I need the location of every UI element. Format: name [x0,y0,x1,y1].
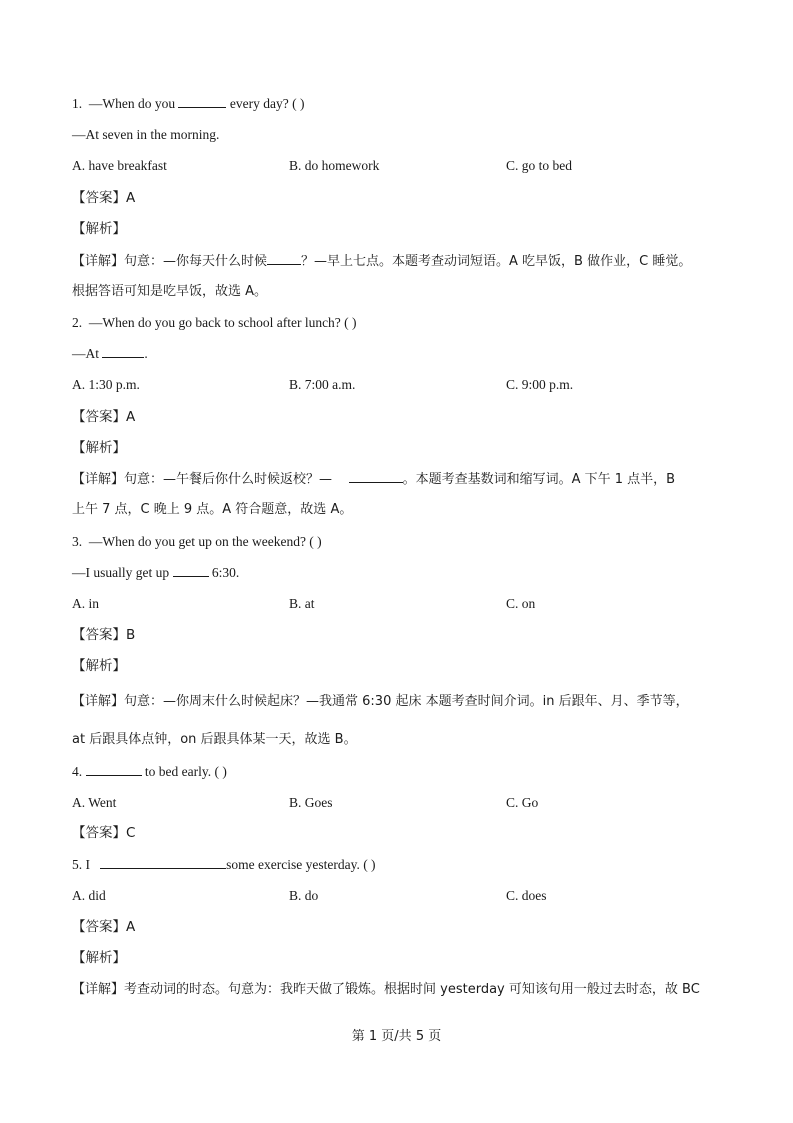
answer-line: 【答案】A [72,409,136,425]
detail-line: 【详解】句意：—你每天什么时候 ？—早上七点。本题考查动词短语。A 吃早饭，B 做作业，C 睡觉。 [72,254,692,269]
option-c: C. 9:00 p.m. [506,377,574,392]
option-b: B. Goes [289,795,333,810]
answer-line: 【答案】A [72,919,136,935]
detail-line: 根据答语可知是吃早饭，故选 A。 [72,284,268,299]
option-a: A. have breakfast [72,158,167,173]
detail-line: 【详解】考查动词的时态。句意为：我昨天做了锻炼。根据时间 yesterday 可知该句用一般过去时态，故 BC [72,982,700,997]
answer-blank [178,95,226,108]
question-3-reply: —I usually get up 6:30. [72,565,240,580]
answer-blank [349,470,403,483]
option-a: A. did [72,888,106,903]
analysis-label: 【解析】 [72,440,126,456]
detail-line: at 后跟具体点钟，on 后跟具体某一天，故选 B。 [72,732,357,747]
question-2-reply: —At . [72,346,148,361]
question-4-stem: 4. to bed early. ( ) [72,764,227,779]
answer-line: 【答案】B [72,627,136,643]
question-2-stem: 2. —When do you go back to school after lunch? ( ) [72,315,357,330]
option-c: C. Go [506,795,539,810]
option-b: B. at [289,596,315,611]
option-b: B. 7:00 a.m. [289,377,356,392]
option-a: A. 1:30 p.m. [72,377,140,392]
option-a: A. Went [72,795,117,810]
analysis-label: 【解析】 [72,950,126,966]
detail-line: 【详解】句意：—你周末什么时候起床？—我通常 6:30 起床 本题考查时间介词。in 后跟年、月、季节等， [72,694,689,709]
analysis-label: 【解析】 [72,658,126,674]
option-c: C. go to bed [506,158,572,173]
analysis-label: 【解析】 [72,221,126,237]
answer-blank [267,252,301,265]
option-c: C. does [506,888,547,903]
page-number-footer: 第 1 页/共 5 页 [351,1029,442,1044]
answer-blank [173,564,209,577]
question-1-stem: 1. —When do you every day? ( ) [72,96,305,111]
option-c: C. on [506,596,536,611]
answer-blank [102,345,144,358]
detail-line: 上午 7 点，C 晚上 9 点。A 符合题意，故选 A。 [72,502,353,517]
detail-line: 【详解】句意：—午餐后你什么时候返校？— 。本题考查基数词和缩写词。A 下午 1 点半，B [72,472,676,487]
answer-blank [86,763,142,776]
question-1-reply: —At seven in the morning. [72,127,220,142]
question-3-stem: 3. —When do you get up on the weekend? ( ) [72,534,322,549]
answer-line: 【答案】C [72,825,136,841]
option-a: A. in [72,596,99,611]
option-b: B. do [289,888,319,903]
question-5-stem: 5. I some exercise yesterday. ( ) [72,857,376,872]
answer-blank [100,856,226,869]
option-b: B. do homework [289,158,380,173]
answer-line: 【答案】A [72,190,136,206]
